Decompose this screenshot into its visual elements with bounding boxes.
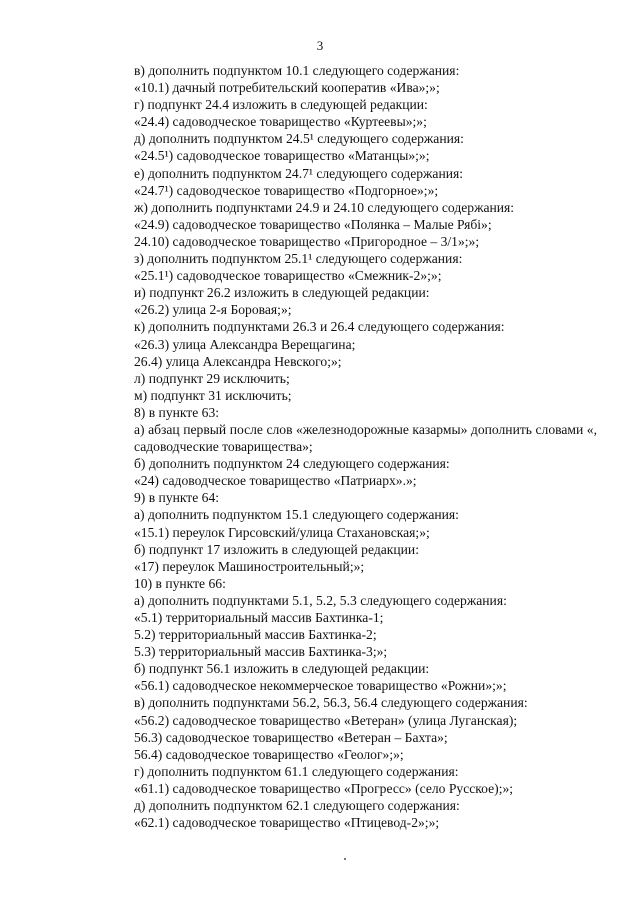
page-number: 3 (316, 38, 324, 53)
text-line: б) подпункт 17 изложить в следующей редакции: (134, 541, 419, 557)
text-line: з) дополнить подпунктом 25.1¹ следующего содержания: (134, 251, 463, 267)
text-line: 56.4) садоводческое товарищество «Геолог»;»; (134, 746, 404, 762)
text-line: в) дополнить подпунктом 10.1 следующего содержания: (134, 63, 460, 78)
text-line: «24.5¹) садоводческое товарищество «Матанцы»;»; (134, 148, 430, 164)
text-line: «24.7¹) садоводческое товарищество «Подгорное»;»; (134, 182, 439, 198)
text-line: л) подпункт 29 исключить; (134, 370, 290, 386)
text-line: 9) в пункте 64: (134, 490, 220, 506)
text-line: «25.1¹) садоводческое товарищество «Смежник-2»;»; (134, 268, 442, 284)
text-line: ж) дополнить подпунктами 24.9 и 24.10 следующего содержания: (134, 199, 515, 215)
text-line: 8) в пункте 63: (134, 404, 220, 420)
text-line: г) подпункт 24.4 изложить в следующей редакции: (134, 97, 428, 113)
text-line: к) дополнить подпунктами 26.3 и 26.4 следующего содержания: (134, 319, 505, 335)
text-line: «10.1) дачный потребительский кооператив «Ива»;»; (134, 80, 440, 96)
text-line: «5.1) территориальный массив Бахтинка-1; (134, 610, 384, 625)
text-line: «15.1) переулок Гирсовский/улица Стахановская;»; (134, 524, 430, 540)
text-line: 24.10) садоводческое товарищество «Пригородное – 3/1»;»; (134, 233, 480, 249)
text-line: д) дополнить подпунктом 24.5¹ следующего содержания: (134, 131, 464, 147)
text-line: а) дополнить подпунктами 5.1, 5.2, 5.3 следующего содержания: (134, 592, 507, 608)
text-line: «24.4) садоводческое товарищество «Куртеевы»;»; (134, 114, 427, 130)
text-line: «24) садоводческое товарищество «Патриарх».»; (134, 473, 417, 489)
text-line: б) дополнить подпунктом 24 следующего содержания: (134, 456, 450, 472)
text-line: «61.1) садоводческое товарищество «Прогресс» (село Русское);»; (134, 780, 514, 796)
text-line: в) дополнить подпунктами 56.2, 56.3, 56.4 следующего содержания: (134, 695, 528, 711)
text-line: г) дополнить подпунктом 61.1 следующего содержания: (134, 763, 459, 779)
text-line: «62.1) садоводческое товарищество «Птицевод-2»;»; (134, 815, 440, 831)
text-line: е) дополнить подпунктом 24.7¹ следующего содержания: (134, 165, 464, 181)
text-line: «26.2) улица 2-я Боровая;»; (134, 302, 292, 318)
text-line: а) дополнить подпунктом 15.1 следующего содержания: (134, 507, 459, 523)
text-line: 5.2) территориальный массив Бахтинка-2; (134, 627, 377, 643)
text-line: 10) в пункте 66: (134, 575, 226, 591)
text-line: «26.3) улица Александра Верещагина; (134, 336, 356, 352)
text-line: «56.1) садоводческое некоммерческое товарищество «Рожни»;»; (134, 678, 507, 694)
scan-speck (344, 858, 346, 860)
text-line: 5.3) территориальный массив Бахтинка-3;»; (134, 644, 388, 660)
text-line: «17) переулок Машиностроительный;»; (134, 558, 365, 574)
text-line: б) подпункт 56.1 изложить в следующей редакции: (134, 661, 430, 677)
text-paragraph: а) абзац первый после слов «железнодорожные казармы» дополнить словами «, садоводческие товарищества»; (134, 421, 597, 455)
document-body (99, 62, 597, 831)
text-line: м) подпункт 31 исключить; (134, 387, 292, 403)
text-line: 56.3) садоводческое товарищество «Ветеран – Бахта»; (134, 729, 448, 745)
text-line: 26.4) улица Александра Невского;»; (134, 353, 342, 369)
text-line: «56.2) садоводческое товарищество «Ветеран» (улица Луганская); (134, 712, 518, 728)
text-line: «24.9) садоводческое товарищество «Полянка – Малые Рябі»; (134, 216, 492, 232)
text-line: и) подпункт 26.2 изложить в следующей редакции: (134, 285, 430, 301)
text-line: д) дополнить подпунктом 62.1 следующего содержания: (134, 798, 460, 814)
